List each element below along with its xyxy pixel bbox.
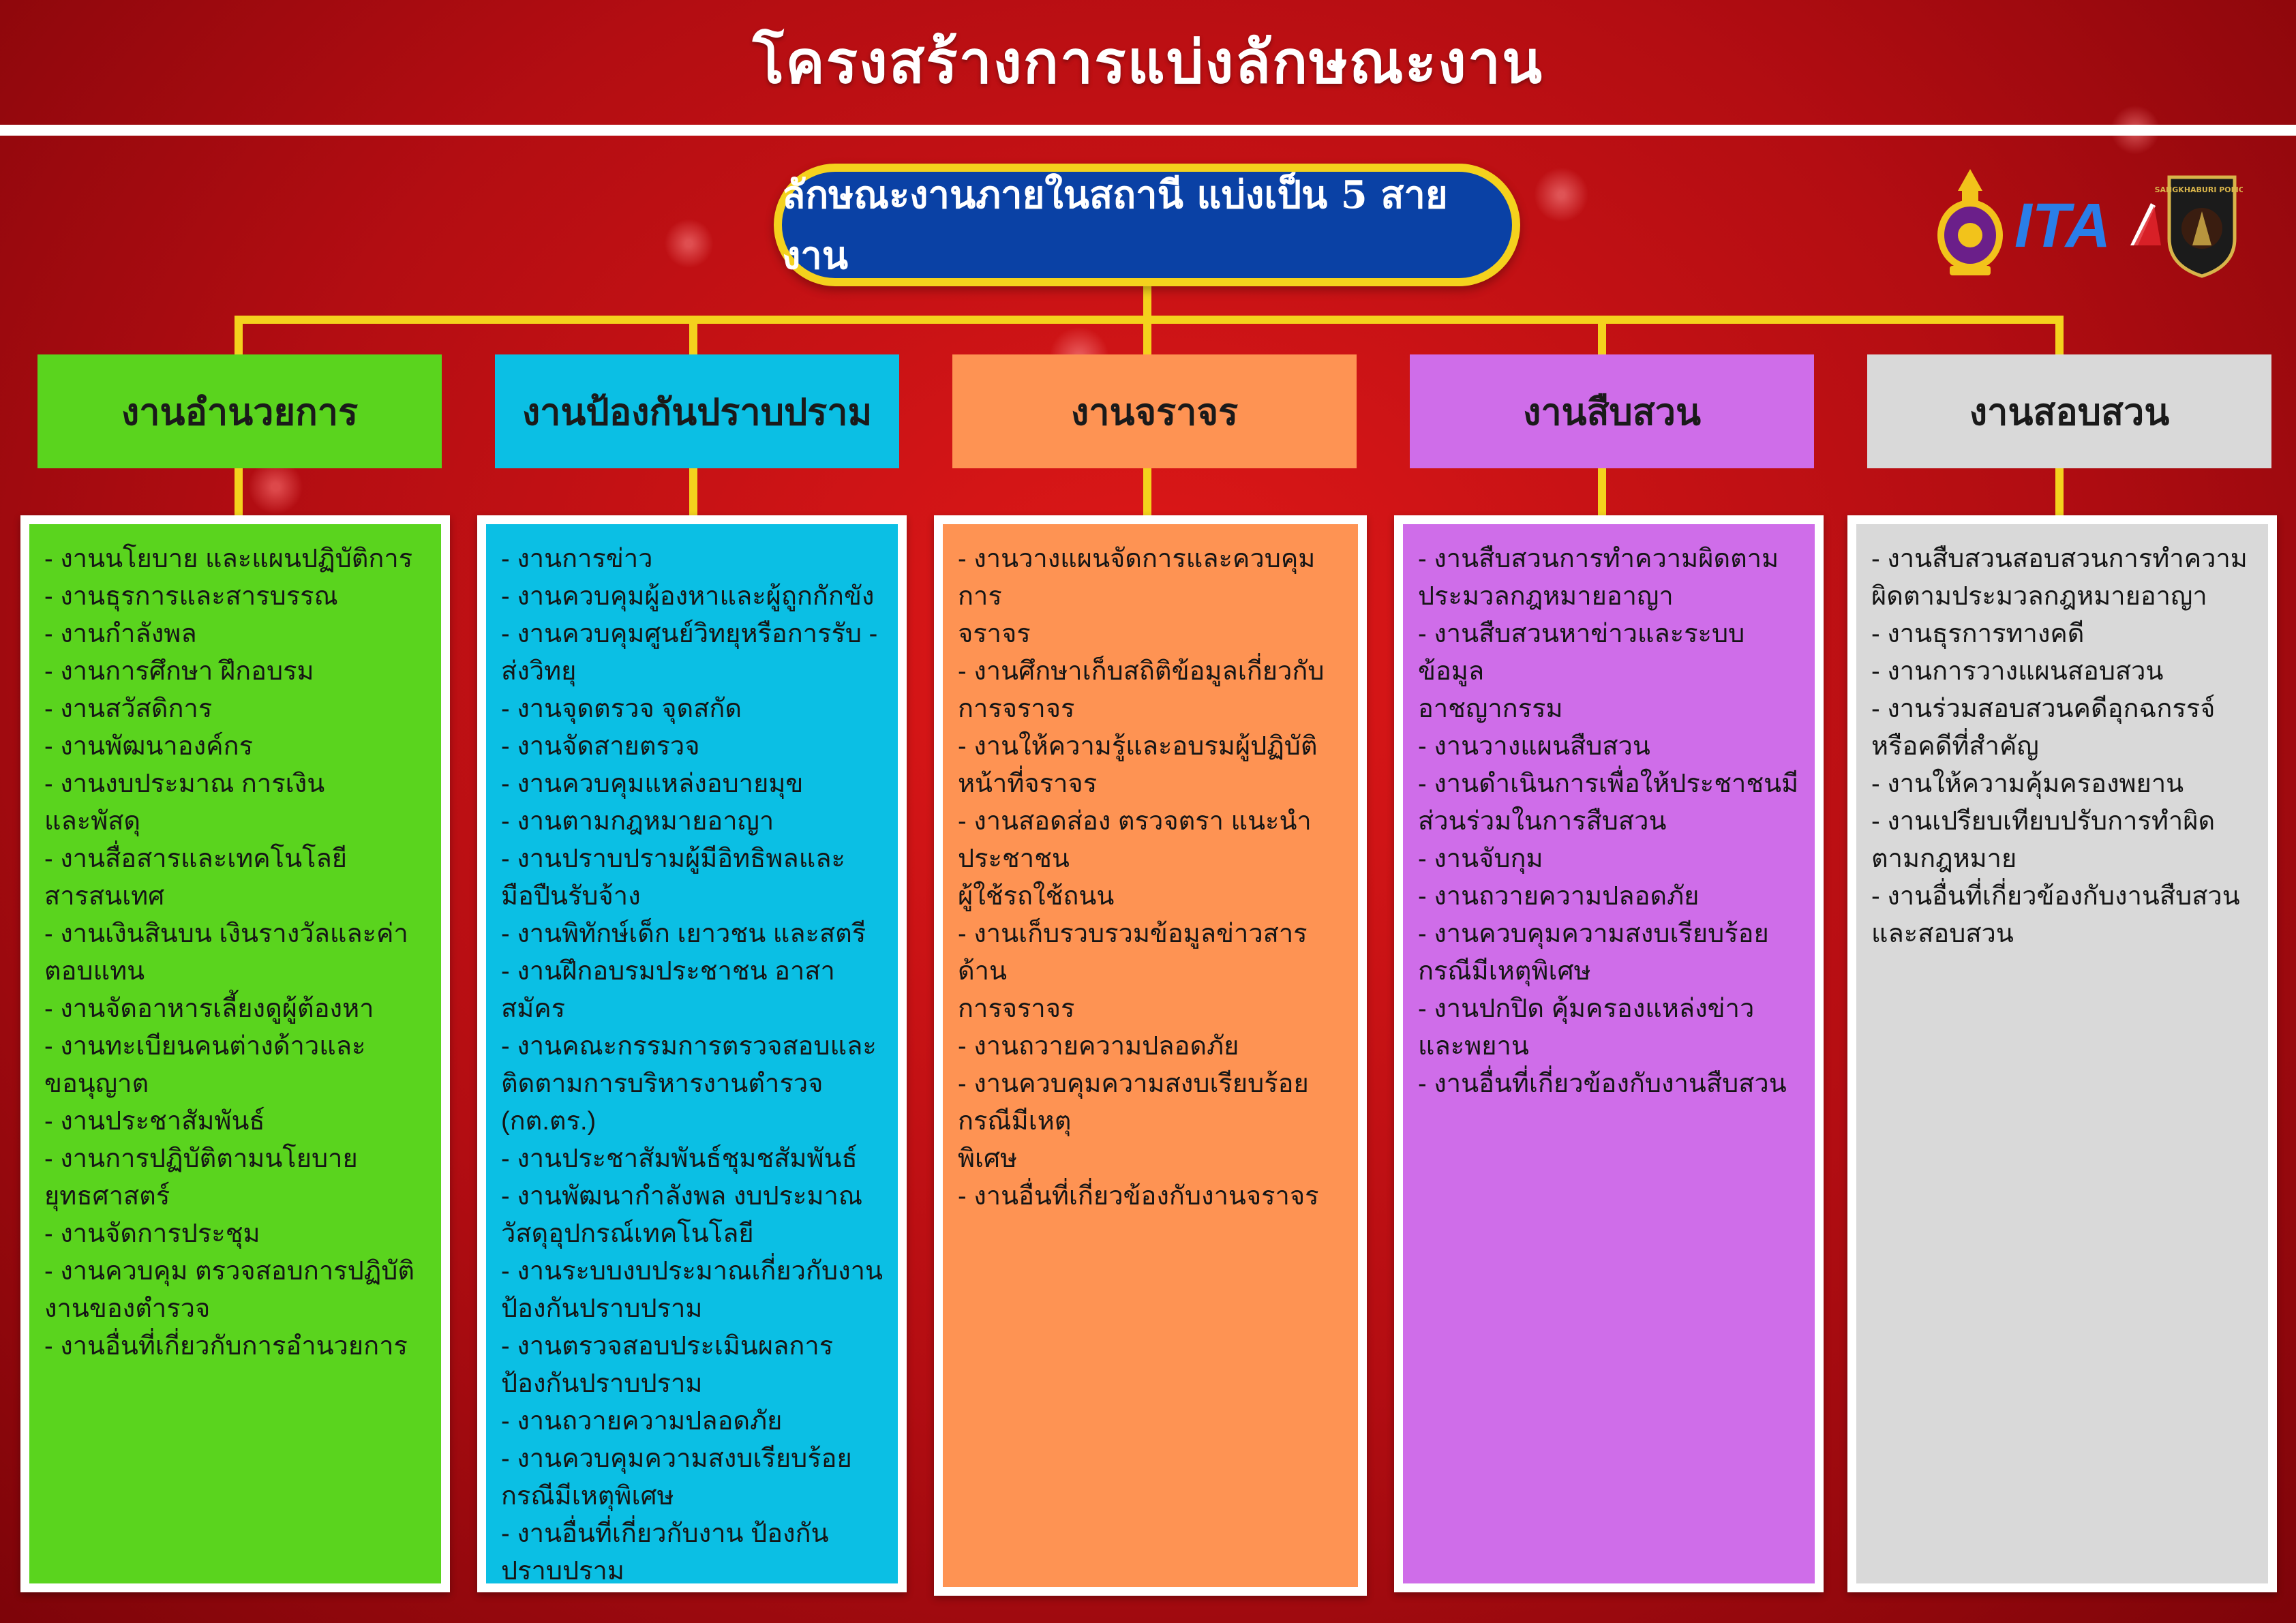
connector-drop-1 [235,316,243,357]
dept-title: งานจราจร [1070,389,1239,434]
dept-item: - งานควบคุมความสงบเรียบร้อย [958,1070,1309,1098]
dept-item: - งานฝึกอบรมประชาชน อาสา [501,957,835,986]
dept-item-list [29,524,441,1365]
dept-item: - งานตามกฎหมายอาญา [501,807,774,836]
dept-item: ขอนุญาต [44,1070,149,1098]
dept-title: งานสืบสวน [1522,389,1702,434]
dept-item: - งานสืบสวนสอบสวนการทำความ [1871,545,2248,573]
dept-item: - งานอื่นที่เกี่ยวข้องกับงานสืบสวน [1418,1070,1787,1098]
dept-title: งานป้องกันปราบปราม [522,389,873,434]
dept-item: ตอบแทน [44,957,145,986]
dept-item: ผู้ใช้รถใช้ถนน [958,882,1115,911]
dept-item: งานของตำรวจ [44,1294,211,1323]
dept-item: - งานการวางแผนสอบสวน [1871,657,2164,686]
dept-item: - งานพัฒนาองค์กร [44,732,253,761]
dept-item: วัสดุอุปกรณ์เทคโนโลยี [501,1219,754,1248]
dept-header-inquiry [1867,354,2271,468]
dept-item: - งานถวายความปลอดภัย [958,1032,1239,1061]
dept-item: - งานสืบสวนหาข่าวและระบบ [1418,620,1745,648]
sangkhaburi-police-badge [2155,177,2243,276]
dept-item: - งานควบคุมแหล่งอบายมุข [501,770,804,798]
dept-item: หรือคดีที่สำคัญ [1871,732,2039,761]
dept-item: - งานการข่าว [501,545,653,573]
dept-header-traffic [952,354,1357,468]
dept-item: - งานพิทักษ์เด็ก เยาวชน และสตรี [501,920,866,948]
dept-item: - งานประชาสัมพันธ์ [44,1107,265,1136]
dept-item: และพยาน [1418,1032,1529,1061]
connector-head-box-2 [689,468,697,516]
dept-box-traffic [934,515,1367,1596]
dept-box-admin [20,515,450,1592]
dept-item: - งานสื่อสารและเทคโนโลยีสารสนเทศ [44,845,348,911]
dept-item: - งานกำลังพล [44,620,197,648]
dept-item: - งานควบคุมความสงบเรียบร้อย [501,1444,852,1473]
connector-drop-3 [1143,316,1151,357]
dept-item: ป้องกันปราบปราม [501,1369,703,1398]
ita-logo-text: ITA [2014,191,2111,260]
connector-drop-4 [1598,316,1606,357]
dept-item: - งานธุรการทางคดี [1871,620,2085,648]
dept-box-investigation [1394,515,1824,1592]
dept-item: - งานอื่นที่เกี่ยวกับงาน ป้องกัน [501,1519,829,1548]
dept-item: - งานเก็บรวบรวมข้อมูลข่าวสารด้าน [958,920,1308,986]
dept-item: ผิดตามประมวลกฎหมายอาญา [1871,582,2207,611]
dept-item: - งานจัดอาหารเลี้ยงดูผู้ต้องหา [44,995,374,1023]
connector-head-box-3 [1143,468,1151,516]
dept-item: ตามกฎหมาย [1871,845,2017,873]
connector-head-box-4 [1598,468,1606,516]
dept-item: - งานควบคุมผู้องหาและผู้ถูกกักขัง [501,582,875,611]
connector-root-down [1143,286,1151,318]
dept-header-investigation [1410,354,1814,468]
title-divider [0,125,2296,136]
dept-item-list [943,524,1358,1215]
ita-logo [2014,191,2161,260]
dept-item: - งานให้ความคุ้มครองพยาน [1871,770,2184,798]
dept-item: - งานอื่นที่เกี่ยวข้องกับงานจราจร [958,1182,1319,1211]
dept-item: (กต.ตร.) [501,1107,596,1136]
connector-head-box-1 [235,468,243,516]
dept-item: - งานนโยบาย และแผนปฏิบัติการ [44,545,413,573]
dept-item-list [1856,524,2268,953]
dept-item: ส่งวิทยุ [501,657,577,686]
connector-drop-5 [2055,316,2064,357]
dept-item: การจราจร [958,995,1075,1023]
dept-item: - งานดำเนินการเพื่อให้ประชาชนมี [1418,770,1799,798]
dept-item: - งานจัดสายตรวจ [501,732,700,761]
dept-item: - งานอื่นที่เกี่ยวข้องกับงานสืบสวน [1871,882,2240,911]
dept-box-inquiry [1847,515,2277,1592]
dept-item: สมัคร [501,995,566,1023]
dept-item: - งานร่วมสอบสวนคดีอุกฉกรรจ์ [1871,695,2216,723]
police-emblem-logo [1937,169,2003,275]
dept-item: - งานสอดส่อง ตรวจตรา แนะนำ [958,807,1312,836]
dept-item: มือปืนรับจ้าง [501,882,641,911]
dept-item: - งานจับกุม [1418,845,1543,873]
connector-head-box-5 [2055,468,2064,516]
dept-header-prevention [495,354,899,468]
dept-item: ติดตามการบริหารงานตำรวจ [501,1070,824,1098]
dept-item: - งานจัดการประชุม [44,1219,260,1248]
dept-item: และสอบสวน [1871,920,2014,948]
dept-item-list [1403,524,1815,1103]
dept-item: พิเศษ [958,1144,1018,1173]
dept-item: - งานศึกษาเก็บสถิติข้อมูลเกี่ยวกับ [958,657,1325,686]
page-title: โครงสร้างการแบ่งลักษณะงาน [753,27,1543,97]
dept-item: - งานจุดตรวจ จุดสกัด [501,695,742,723]
dept-item: - งานควบคุมความสงบเรียบร้อย [1418,920,1769,948]
dept-item: - งานปกปิด คุ้มครองแหล่งข่าว [1418,995,1755,1023]
dept-item: - งานทะเบียนคนต่างด้าวและ [44,1032,366,1061]
dept-item: ปราบปราม [501,1557,624,1586]
dept-header-admin [37,354,442,468]
title-band [0,0,2296,123]
dept-item: การจราจร [958,695,1075,723]
dept-item: - งานการศึกษา ฝึกอบรม [44,657,314,686]
root-node [774,164,1520,286]
badge-text: SANGKHABURI POLICE [2154,185,2243,194]
dept-item: - งานสวัสดิการ [44,695,213,723]
root-node-label: ลักษณะงานภายในสถานี แบ่งเป็น 5 สายงาน [782,172,1448,278]
dept-item: กรณีมีเหตุ [958,1107,1072,1136]
dept-item: และพัสดุ [44,807,141,836]
dept-item: - งานถวายความปลอดภัย [501,1407,783,1436]
dept-item: กรณีมีเหตุพิเศษ [1418,957,1591,986]
dept-item: - งานตรวจสอบประเมินผลการ [501,1332,834,1361]
dept-item: ป้องกันปราบปราม [501,1294,703,1323]
connector-drop-2 [689,316,697,357]
dept-item: - งานให้ความรู้และอบรมผู้ปฏิบัติ [958,732,1318,761]
dept-item: ข้อมูล [1418,657,1485,686]
dept-item: กรณีมีเหตุพิเศษ [501,1482,674,1511]
logo-group [1929,164,2243,279]
dept-item: - งานสืบสวนการทำความผิดตาม [1418,545,1779,573]
dept-item: - งานอื่นที่เกี่ยวกับการอำนวยการ [44,1332,408,1361]
dept-title: งานอำนวยการ [121,389,359,434]
dept-item: - งานควบคุม ตรวจสอบการปฏิบัติ [44,1257,415,1286]
dept-item: - งานพัฒนากำลังพล งบประมาณ [501,1182,863,1211]
dept-item: ส่วนร่วมในการสืบสวน [1418,807,1667,836]
dept-item: - งานธุรการและสารบรรณ [44,582,338,611]
dept-item: - งานประชาสัมพันธ์ชุมชสัมพันธ์ [501,1144,858,1173]
dept-item: - งานคณะกรรมการตรวจสอบและ [501,1032,877,1061]
dept-item: หน้าที่จราจร [958,770,1098,798]
dept-item: ยุทธศาสตร์ [44,1182,170,1211]
dept-item: - งานวางแผนสืบสวน [1418,732,1650,761]
dept-item-list [486,524,898,1590]
dept-item: - งานถวายความปลอดภัย [1418,882,1700,911]
dept-item: ประชาชน [958,845,1070,873]
dept-item: - งานงบประมาณ การเงิน [44,770,325,798]
dept-item: - งานเปรียบเทียบปรับการทำผิด [1871,807,2216,836]
dept-item: - งานปราบปรามผู้มีอิทธิพลและ [501,845,845,873]
dept-item: ประมวลกฎหมายอาญา [1418,582,1674,611]
dept-item: - งานวางแผนจัดการและควบคุมการ [958,545,1316,611]
logos-svg [1929,164,2243,279]
dept-title: งานสอบสวน [1969,389,2170,434]
dept-item: จราจร [958,620,1031,648]
dept-item: - งานการปฏิบัติตามนโยบาย [44,1144,358,1173]
dept-item: - งานควบคุมศูนย์วิทยุหรือการรับ - [501,620,878,648]
dept-item: - งานระบบงบประมาณเกี่ยวกับงาน [501,1257,883,1286]
dept-item: อาชญากรรม [1418,695,1563,723]
dept-item: - งานเงินสินบน เงินรางวัลและค่า [44,920,408,948]
dept-box-prevention [477,515,907,1592]
